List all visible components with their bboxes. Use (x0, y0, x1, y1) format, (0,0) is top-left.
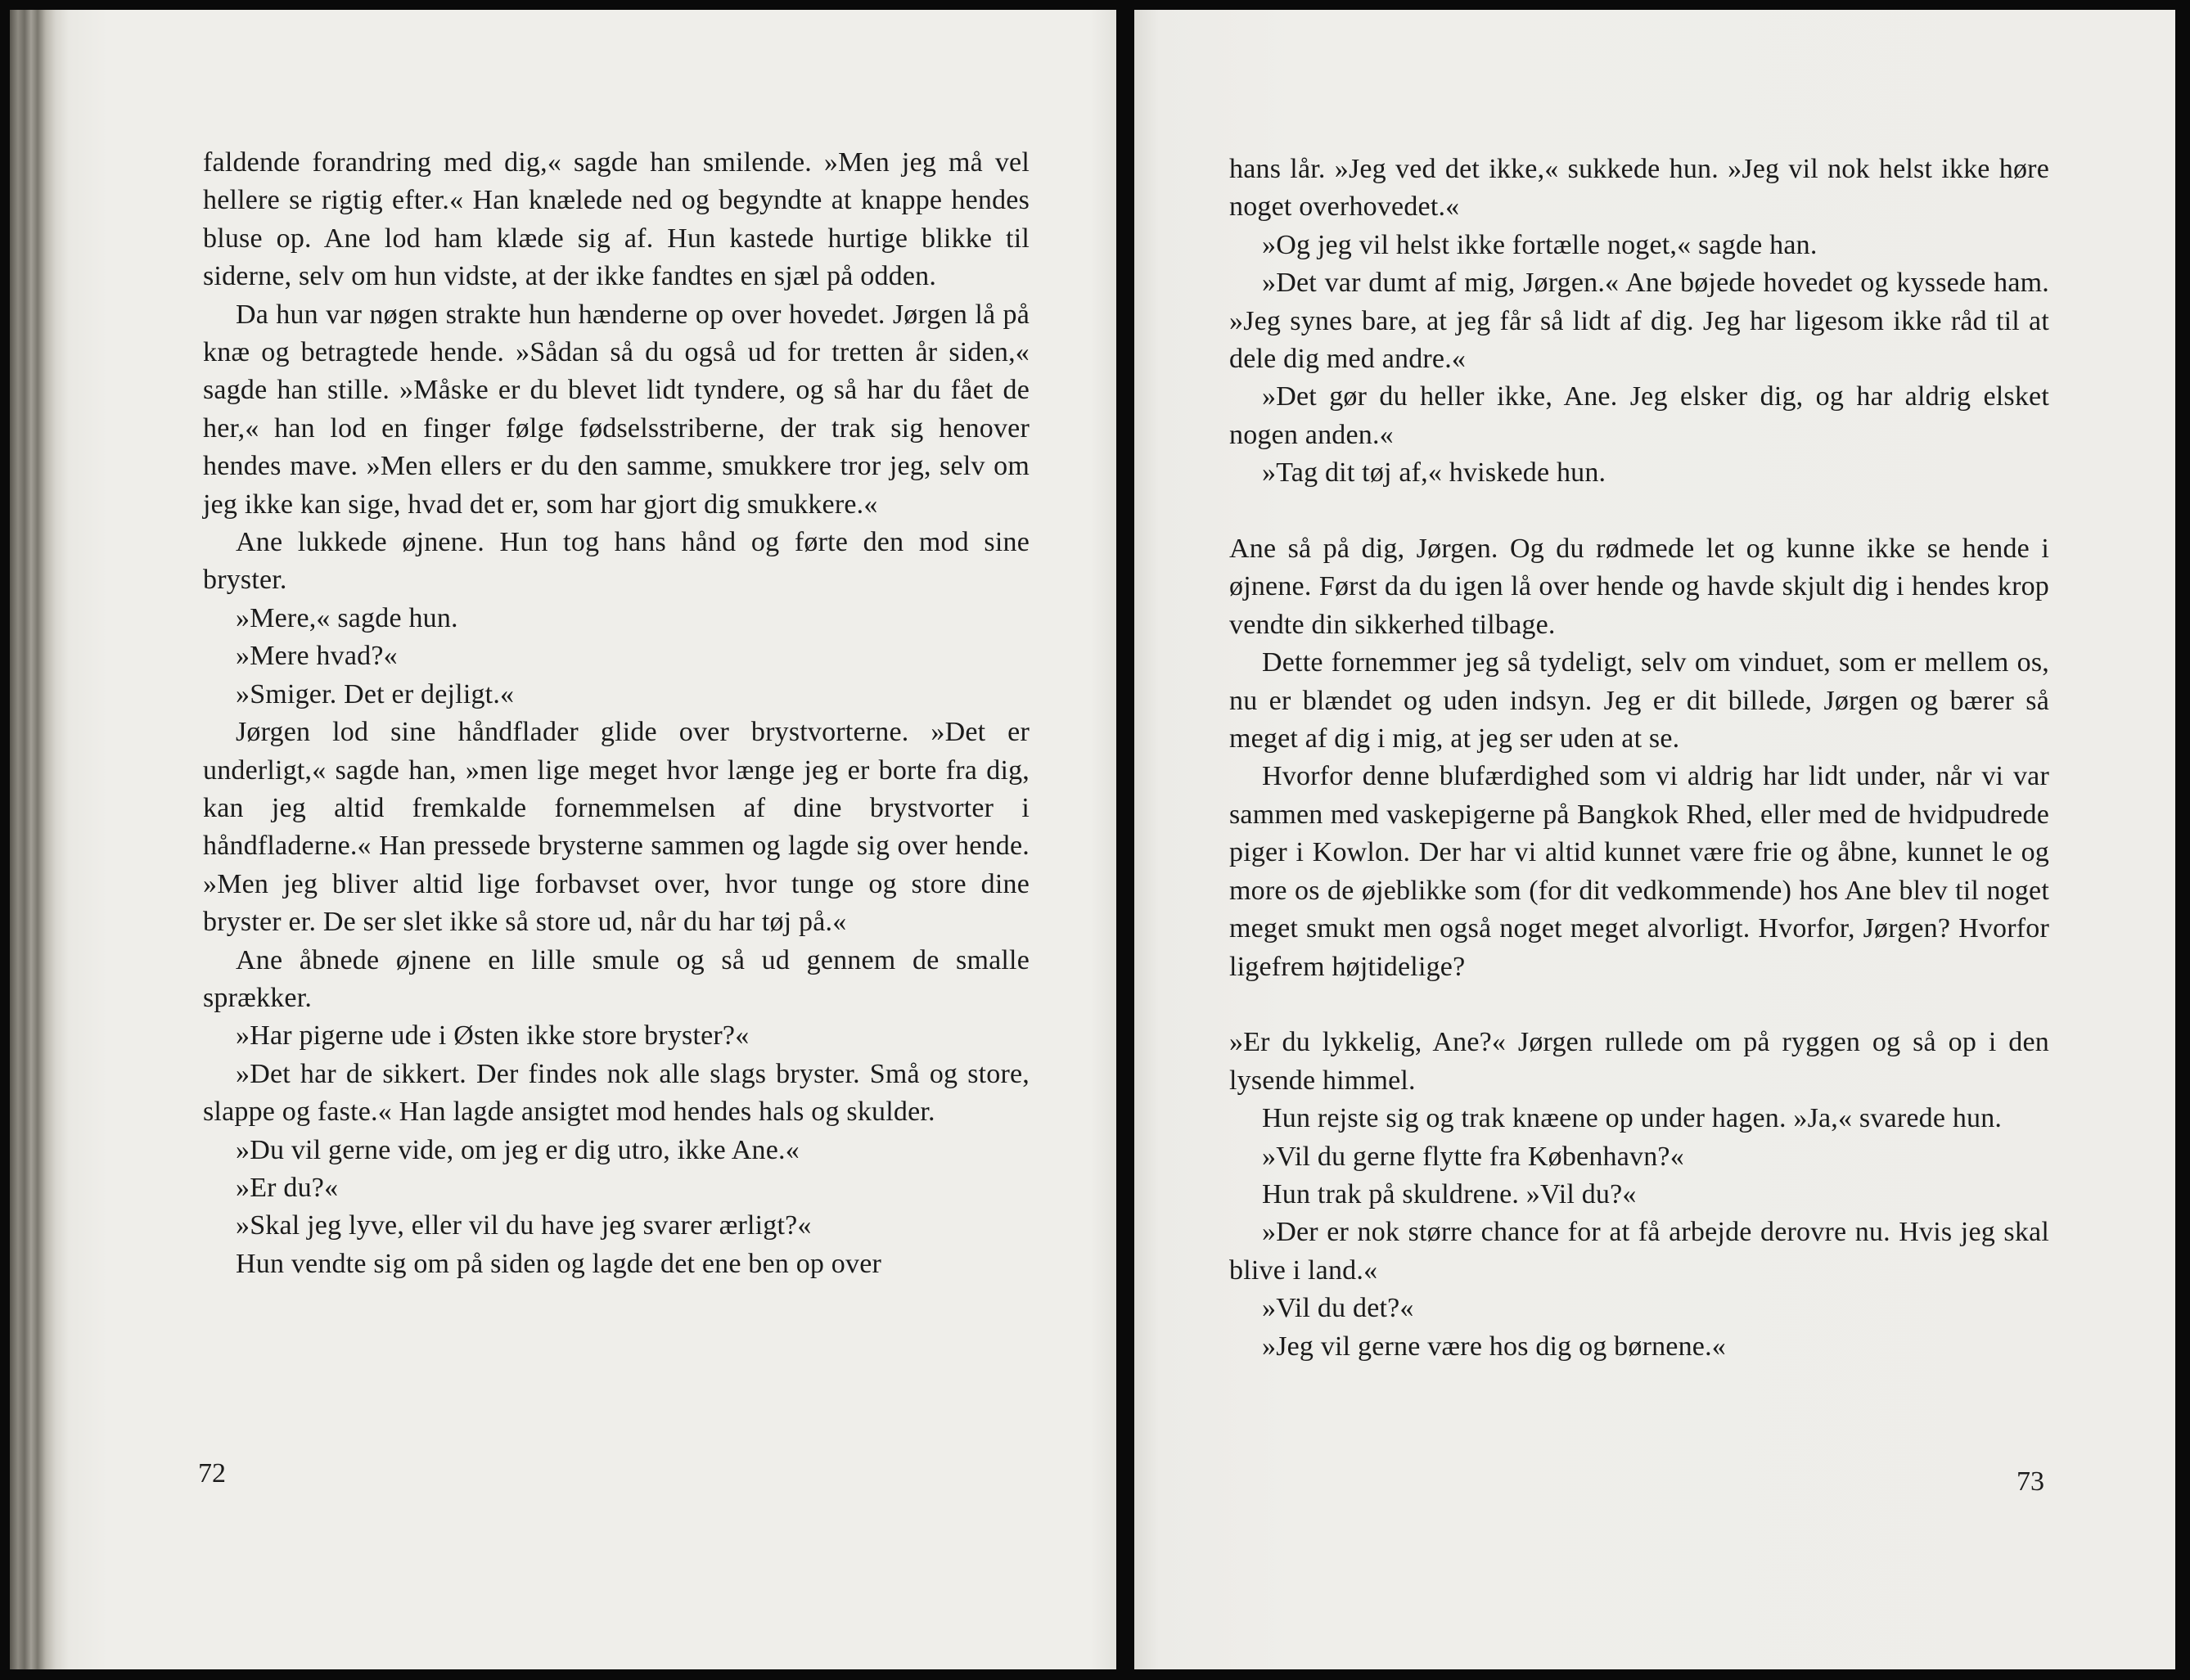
paragraph: »Smiger. Det er dejligt.« (236, 678, 515, 709)
paragraph: »Tag dit tøj af,« hviskede hun. (1262, 457, 1606, 489)
paragraph: Da hun var nøgen strakte hun hænderne op over hovedet. Jørgen lå på knæ og betragtede hende. »Sådan så du også ud for tretten år siden,« sagde han stille. »Måske er du blevet lidt tyndere, og så har du fået de her,« han lod en finger følge fødselsstriberne, der trak sig henover hendes mave. »Men ellers er du den samme, smukkere tror jeg, selv om jeg ikke kan sige, hvad det er, som har gjort dig smukkere.« (203, 299, 1030, 520)
paragraph: faldende forandring med dig,« sagde han smilende. »Men jeg må vel hellere se rigtig efter.« Han knælede ned og begyndte at knappe hendes bluse op. Ane lod ham klæde sig af. Hun kastede hurtige blikke til siderne, selv om hun vidste, at der ikke fandtes en sjæl på odden. (203, 147, 1030, 292)
paragraph: »Har pigerne ude i Østen ikke store bryster?« (236, 1020, 750, 1052)
paragraph: Ane åbnede øjnene en lille smule og så ud gennem de smalle sprækker. (203, 944, 1030, 1013)
left-page-text (203, 144, 1030, 1283)
paragraph: »Og jeg vil helst ikke fortælle noget,« sagde han. (1262, 229, 1818, 260)
paragraph: »Det var dumt af mig, Jørgen.« Ane bøjede hovedet og kyssede ham. »Jeg synes bare, at jeg får så lidt af dig. Jeg har ligesom ikke råd til at dele dig med andre.« (1229, 268, 2049, 375)
right-page (1134, 10, 2175, 1669)
paragraph: Jørgen lod sine håndflader glide over brystvorterne. »Det er underligt,« sagde han, »men lige meget hvor længe jeg er borte fra dig, kan jeg altid fremkalde fornemmelsen af dine brystvorter i håndfladerne.« Han pressede brysterne sammen og lagde sig over hende. »Men jeg bliver altid lige forbavset over, hvor tunge og store dine bryster er. De ser slet ikke så store ud, når du har tøj på.« (203, 717, 1030, 938)
right-page-text (1229, 151, 2049, 1366)
paragraph: Hun vendte sig om på siden og lagde det ene ben op over (236, 1248, 882, 1279)
page-number: 73 (2017, 1466, 2044, 1497)
paragraph: Hun trak på skuldrene. »Vil du?« (1262, 1178, 1637, 1209)
paragraph: »Vil du gerne flytte fra København?« (1262, 1141, 1684, 1172)
paragraph: »Jeg vil gerne være hos dig og børnene.« (1262, 1331, 1726, 1362)
paragraph: »Vil du det?« (1262, 1293, 1414, 1324)
paragraph: »Det gør du heller ikke, Ane. Jeg elsker dig, og har aldrig elsket nogen anden.« (1229, 381, 2049, 450)
paragraph: Dette fornemmer jeg så tydeligt, selv om vinduet, som er mellem os, nu er blændet og uden indsyn. Jeg er dit billede, Jørgen og bærer så meget af dig i mig, at jeg ser uden at se. (1229, 647, 2049, 754)
paragraph: »Mere,« sagde hun. (236, 602, 458, 633)
paragraph: Ane så på dig, Jørgen. Og du rødmede let og kunne ikke se hende i øjnene. Først da du igen lå over hende og havde skjult dig i hendes krop vendte din sikkerhed tilbage. (1229, 534, 2049, 640)
paragraph: »Det har de sikkert. Der findes nok alle slags bryster. Små og store, slappe og faste.« Han lagde ansigtet mod hendes hals og skulder. (203, 1058, 1030, 1128)
paragraph: »Mere hvad?« (236, 641, 398, 672)
paragraph: »Du vil gerne vide, om jeg er dig utro, ikke Ane.« (236, 1134, 800, 1165)
paragraph: hans lår. »Jeg ved det ikke,« sukkede hun. »Jeg vil nok helst ikke høre noget overhovedet.« (1229, 154, 2049, 223)
paragraph: »Er du?« (236, 1172, 339, 1203)
paragraph: Hvorfor denne blufærdighed som vi aldrig har lidt under, når vi var sammen med vaskepigerne på Bangkok Rhed, eller med de hvidpudrede piger i Kowlon. Der har vi altid kunnet være frie og åbne, kunnet le og more os de øjeblikke som (for dit vedkommende) hos Ane blev til noget meget smukt men også noget meget alvorligt. Hvorfor, Jørgen? Hvorfor ligefrem højtidelige? (1229, 761, 2049, 982)
paragraph: Ane lukkede øjnene. Hun tog hans hånd og førte den mod sine bryster. (203, 527, 1030, 596)
paragraph: »Skal jeg lyve, eller vil du have jeg svarer ærligt?« (236, 1210, 812, 1241)
page-number: 72 (198, 1458, 226, 1489)
left-page (10, 10, 1116, 1669)
paragraph: »Er du lykkelig, Ane?« Jørgen rullede om på ryggen og så op i den lysende himmel. (1229, 1027, 2049, 1096)
paragraph: »Der er nok større chance for at få arbejde derovre nu. Hvis jeg skal blive i land.« (1229, 1217, 2049, 1286)
paragraph: Hun rejste sig og trak knæene op under hagen. »Ja,« svarede hun. (1262, 1103, 2003, 1134)
